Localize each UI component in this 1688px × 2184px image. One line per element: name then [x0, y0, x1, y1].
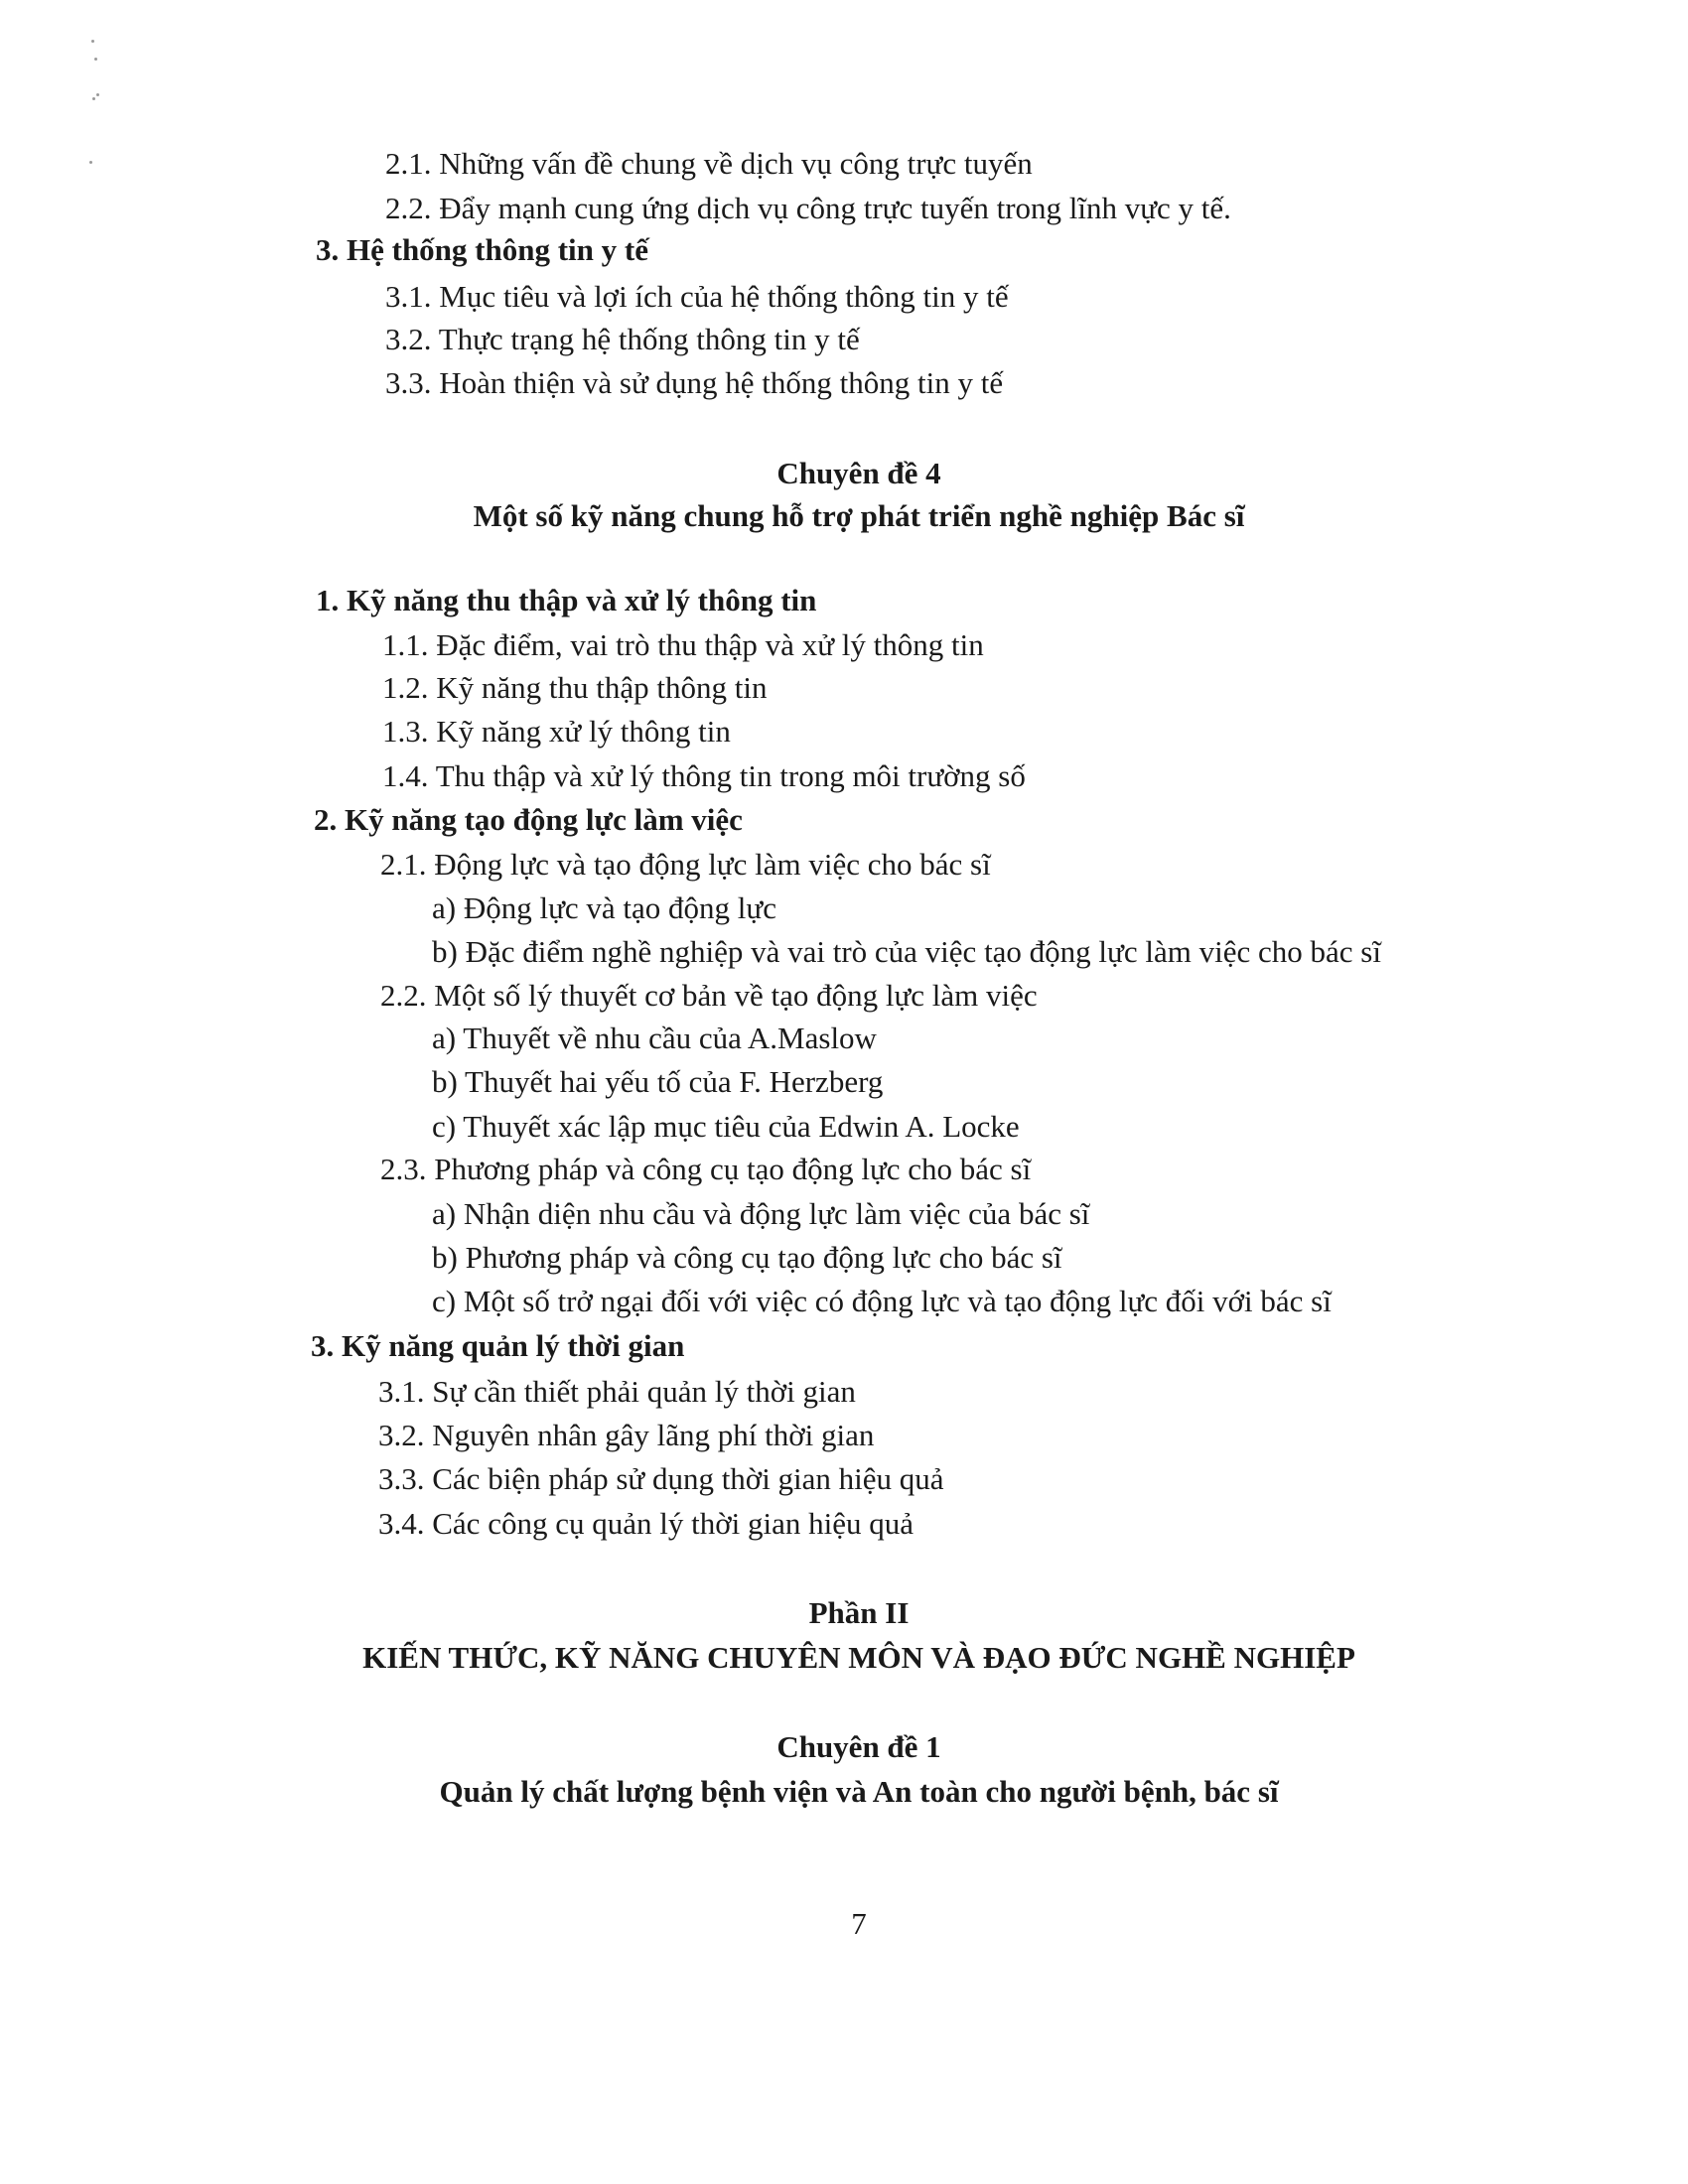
cd4-item-1-4: 1.4. Thu thập và xử lý thông tin trong môi trường số — [382, 758, 1026, 793]
scan-speck — [91, 40, 94, 43]
cd4-item-3-1: 3.1. Sự cần thiết phải quản lý thời gian — [378, 1374, 856, 1409]
scan-speck — [94, 58, 97, 61]
item-2-1: 2.1. Những vấn đề chung về dịch vụ công trực tuyến — [385, 146, 1033, 181]
scan-speck — [89, 161, 92, 164]
cd4-section-2-heading: 2. Kỹ năng tạo động lực làm việc — [314, 802, 743, 837]
cd4-item-2-2: 2.2. Một số lý thuyết cơ bản về tạo động lực làm việc — [380, 978, 1038, 1013]
item-3-2: 3.2. Thực trạng hệ thống thông tin y tế — [385, 322, 860, 356]
item-2-2: 2.2. Đẩy mạnh cung ứng dịch vụ công trực tuyến trong lĩnh vực y tế. — [385, 191, 1231, 225]
cd4-item-2-3-a: a) Nhận diện nhu cầu và động lực làm việc của bác sĩ — [432, 1196, 1090, 1231]
cd4-item-2-1-a: a) Động lực và tạo động lực — [432, 890, 776, 925]
scan-speck — [96, 93, 99, 96]
cd4-item-2-3: 2.3. Phương pháp và công cụ tạo động lực cho bác sĩ — [380, 1152, 1032, 1186]
chuyen-de-4-label: Chuyên đề 4 — [776, 456, 941, 490]
chuyen-de-4-title: Một số kỹ năng chung hỗ trợ phát triển nghề nghiệp Bác sĩ — [473, 498, 1245, 533]
cd4-item-1-3: 1.3. Kỹ năng xử lý thông tin — [382, 714, 731, 749]
cd4-item-2-3-b: b) Phương pháp và công cụ tạo động lực cho bác sĩ — [432, 1240, 1062, 1275]
page-number: 7 — [851, 1906, 867, 1941]
cd4-item-3-3: 3.3. Các biện pháp sử dụng thời gian hiệu quả — [378, 1461, 944, 1496]
cd4-item-2-3-c: c) Một số trở ngại đối với việc có động lực và tạo động lực đối với bác sĩ — [432, 1284, 1332, 1318]
cd4-item-2-1-b: b) Đặc điểm nghề nghiệp và vai trò của việc tạo động lực làm việc cho bác sĩ — [432, 934, 1381, 969]
part-2-label: Phần II — [808, 1595, 910, 1630]
cd4-item-3-4: 3.4. Các công cụ quản lý thời gian hiệu quả — [378, 1506, 914, 1541]
cd4-item-1-1: 1.1. Đặc điểm, vai trò thu thập và xử lý thông tin — [382, 627, 984, 662]
cd4-item-2-2-c: c) Thuyết xác lập mục tiêu của Edwin A. Locke — [432, 1109, 1020, 1144]
part-2-title: KIẾN THỨC, KỸ NĂNG CHUYÊN MÔN VÀ ĐẠO ĐỨC NGHỀ NGHIỆP — [362, 1640, 1355, 1675]
section-3-heading: 3. Hệ thống thông tin y tế — [316, 232, 648, 267]
cd4-item-1-2: 1.2. Kỹ năng thu thập thông tin — [382, 670, 768, 705]
item-3-1: 3.1. Mục tiêu và lợi ích của hệ thống thông tin y tế — [385, 279, 1009, 314]
cd4-item-2-2-a: a) Thuyết về nhu cầu của A.Maslow — [432, 1021, 877, 1055]
cd4-item-3-2: 3.2. Nguyên nhân gây lãng phí thời gian — [378, 1418, 875, 1452]
cd4-section-3-heading: 3. Kỹ năng quản lý thời gian — [311, 1328, 685, 1363]
scan-speck — [92, 97, 95, 100]
cd4-item-2-2-b: b) Thuyết hai yếu tố của F. Herzberg — [432, 1064, 884, 1099]
cd4-item-2-1: 2.1. Động lực và tạo động lực làm việc cho bác sĩ — [380, 847, 991, 882]
cd4-section-1-heading: 1. Kỹ năng thu thập và xử lý thông tin — [316, 583, 817, 617]
chuyen-de-1-label: Chuyên đề 1 — [776, 1729, 941, 1764]
item-3-3: 3.3. Hoàn thiện và sử dụng hệ thống thông tin y tế — [385, 365, 1004, 400]
chuyen-de-1-title: Quản lý chất lượng bệnh viện và An toàn cho người bệnh, bác sĩ — [439, 1774, 1279, 1809]
